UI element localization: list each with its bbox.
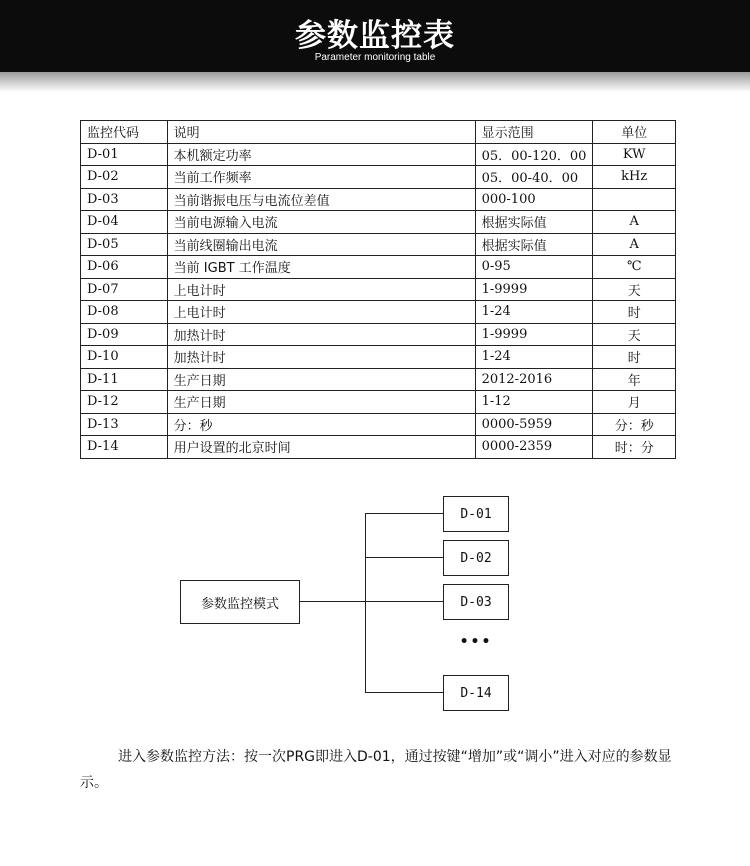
cell-range: 1-9999 [475, 323, 593, 346]
table-row [81, 301, 676, 324]
cell-unit: 时：分 [593, 436, 676, 459]
cell-unit: 天 [593, 278, 676, 301]
cell-code: D-14 [81, 436, 168, 459]
table-row [81, 346, 676, 369]
cell-range: 1-24 [475, 301, 593, 324]
cell-code: D-03 [81, 188, 168, 211]
connector-d02 [365, 557, 443, 558]
connector-d01 [365, 513, 443, 514]
table-row [81, 143, 676, 166]
page-subtitle: Parameter monitoring table [314, 52, 436, 63]
table-row [81, 278, 676, 301]
cell-description: 本机额定功率 [167, 143, 475, 166]
cell-range: 0-95 [475, 256, 593, 279]
cell-range: 1-12 [475, 391, 593, 414]
cell-code: D-01 [81, 143, 168, 166]
cell-description: 用户设置的北京时间 [167, 436, 475, 459]
cell-range: 0000-5959 [475, 413, 593, 436]
column-header-range: 显示范围 [475, 121, 593, 144]
cell-range: 1-24 [475, 346, 593, 369]
cell-unit: 时 [593, 301, 676, 324]
table-row [81, 436, 676, 459]
cell-unit: kHz [593, 166, 676, 189]
cell-description: 当前电源输入电流 [167, 211, 475, 234]
cell-code: D-12 [81, 391, 168, 414]
cell-description: 当前 IGBT 工作温度 [167, 256, 475, 279]
cell-code: D-04 [81, 211, 168, 234]
table-row [81, 211, 676, 234]
cell-code: D-10 [81, 346, 168, 369]
cell-description: 当前工作频率 [167, 166, 475, 189]
node-d14-label: D-14 [460, 685, 492, 701]
node-d03 [443, 584, 509, 620]
node-d01 [443, 496, 509, 532]
cell-code: D-13 [81, 413, 168, 436]
node-d02-label: D-02 [460, 550, 492, 566]
cell-unit: 月 [593, 391, 676, 414]
cell-range: 2012-2016 [475, 368, 593, 391]
table-row [81, 256, 676, 279]
cell-code: D-07 [81, 278, 168, 301]
cell-range: 0000-2359 [475, 436, 593, 459]
connector-trunk [365, 513, 366, 693]
column-header-description: 说明 [167, 121, 475, 144]
cell-range: 根据实际值 [475, 233, 593, 256]
ellipsis-dots: ••• [459, 634, 493, 650]
table-row [81, 233, 676, 256]
cell-unit: 时 [593, 346, 676, 369]
table-row [81, 368, 676, 391]
table-row [81, 188, 676, 211]
cell-unit [593, 188, 676, 211]
cell-range: 1-9999 [475, 278, 593, 301]
cell-range: 根据实际值 [475, 211, 593, 234]
cell-description: 生产日期 [167, 391, 475, 414]
cell-code: D-11 [81, 368, 168, 391]
cell-unit: KW [593, 143, 676, 166]
cell-code: D-06 [81, 256, 168, 279]
cell-description: 加热计时 [167, 323, 475, 346]
root-mode-label: 参数监控模式 [200, 596, 279, 612]
cell-code: D-08 [81, 301, 168, 324]
cell-description: 上电计时 [167, 301, 475, 324]
cell-unit: 年 [593, 368, 676, 391]
table-header-row [81, 121, 676, 144]
table-row [81, 323, 676, 346]
table-row [81, 413, 676, 436]
table-row [81, 166, 676, 189]
cell-code: D-05 [81, 233, 168, 256]
connector-root [299, 601, 365, 602]
cell-code: D-09 [81, 323, 168, 346]
cell-unit: A [593, 233, 676, 256]
node-d02 [443, 540, 509, 576]
instruction-paragraph: 进入参数监控方法：按一次PRG即进入D-01，通过按键“增加”或“调小”进入对应的参数显示。 [80, 749, 672, 791]
column-header-unit: 单位 [593, 121, 676, 144]
cell-description: 当前线圈输出电流 [167, 233, 475, 256]
parameter-table [80, 120, 676, 459]
cell-unit: 分：秒 [593, 413, 676, 436]
cell-description: 当前谐振电压与电流位差值 [167, 188, 475, 211]
banner-shadow [0, 72, 750, 92]
cell-description: 生产日期 [167, 368, 475, 391]
cell-description: 上电计时 [167, 278, 475, 301]
column-header-code: 监控代码 [81, 121, 168, 144]
cell-unit: A [593, 211, 676, 234]
connector-d14 [365, 692, 443, 693]
table-body [81, 143, 676, 458]
node-d03-label: D-03 [460, 594, 492, 610]
root-mode-box [180, 580, 300, 624]
page-title: 参数监控表 [295, 18, 455, 54]
node-d01-label: D-01 [460, 506, 492, 522]
header-banner [0, 0, 750, 72]
cell-range: 05．00-40．00 [475, 166, 593, 189]
cell-description: 加热计时 [167, 346, 475, 369]
cell-range: 05．00-120．00 [475, 143, 593, 166]
cell-range: 000-100 [475, 188, 593, 211]
cell-unit: ℃ [593, 256, 676, 279]
cell-code: D-02 [81, 166, 168, 189]
connector-d03 [365, 601, 443, 602]
cell-unit: 天 [593, 323, 676, 346]
node-d14 [443, 675, 509, 711]
cell-description: 分：秒 [167, 413, 475, 436]
table-row [81, 391, 676, 414]
